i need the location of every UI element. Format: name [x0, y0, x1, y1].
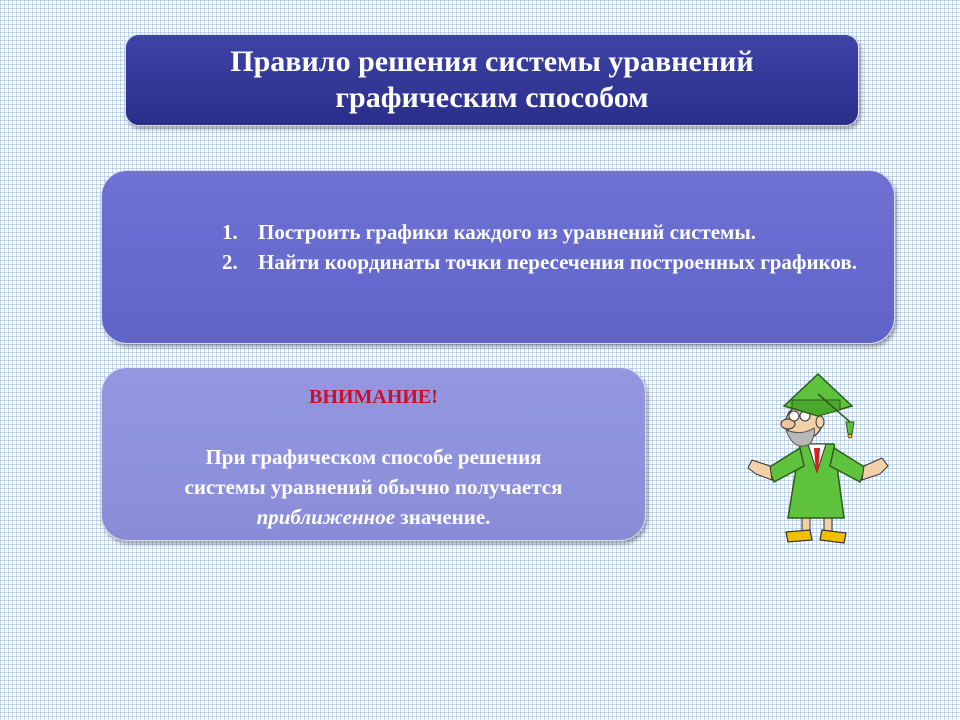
- attention-line-2: системы уравнений обычно получается: [184, 475, 563, 499]
- attention-panel: [101, 367, 646, 541]
- professor-illustration: [744, 372, 894, 548]
- rule-step: [222, 247, 922, 277]
- attention-heading: ВНИМАНИЕ!: [309, 386, 438, 408]
- rule-panel: [101, 170, 895, 344]
- title-line-2: графическим способом: [335, 81, 649, 114]
- emphasis-word: приближенное: [256, 505, 396, 529]
- title-line-1: Правило решения системы уравнений: [230, 45, 754, 78]
- step-text: Построить графики каждого из уравнений системы.: [258, 220, 756, 244]
- attention-text: [108, 442, 639, 532]
- attention-line-1: При графическом способе решения: [205, 445, 542, 469]
- title-banner: [125, 34, 859, 126]
- step-number: 2.: [222, 250, 238, 274]
- step-text: Найти координаты точки пересечения построенных графиков.: [258, 250, 857, 274]
- attention-line-3: [108, 502, 639, 532]
- rule-step: [222, 217, 922, 247]
- step-number: 1.: [222, 220, 238, 244]
- rule-steps-list: [222, 217, 922, 277]
- attention-line-end: значение.: [395, 505, 491, 529]
